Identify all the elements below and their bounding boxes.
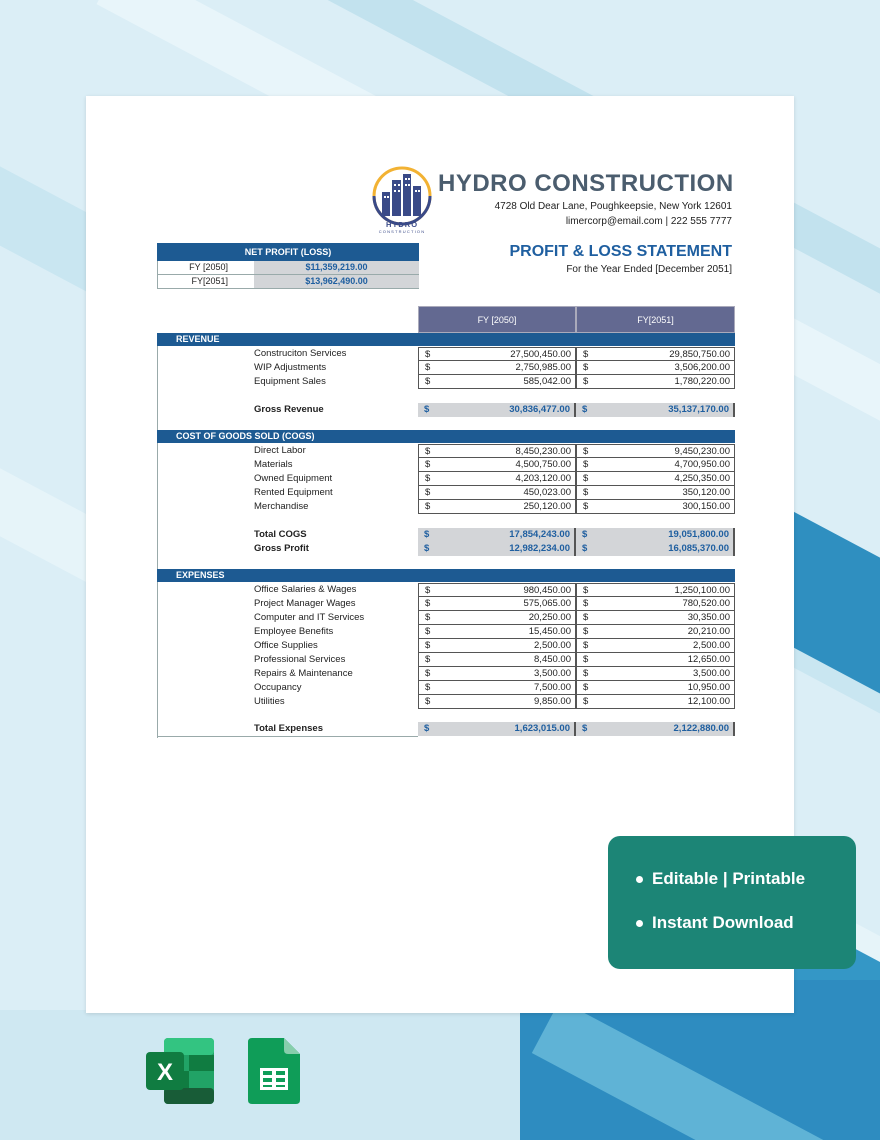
fy2-value: 350,120.00 bbox=[682, 487, 730, 498]
currency-symbol: $ bbox=[582, 723, 588, 734]
row-label: Total COGS bbox=[254, 529, 307, 540]
currency-symbol: $ bbox=[583, 446, 589, 457]
currency-symbol: $ bbox=[425, 487, 431, 498]
bullet-icon bbox=[636, 920, 643, 927]
table-row bbox=[157, 403, 735, 417]
currency-symbol: $ bbox=[583, 640, 589, 651]
currency-symbol: $ bbox=[582, 543, 588, 554]
table-row bbox=[157, 681, 735, 695]
fy1-cell bbox=[418, 403, 576, 417]
fy1-value: 9,850.00 bbox=[534, 696, 571, 707]
logo-subtext: CONSTRUCTION bbox=[378, 229, 426, 234]
table-row bbox=[157, 347, 735, 361]
currency-symbol: $ bbox=[582, 529, 588, 540]
company-address: 4728 Old Dear Lane, Poughkeepsie, New York 12601 bbox=[494, 201, 732, 212]
fy2-cell bbox=[576, 625, 735, 639]
table-row bbox=[157, 611, 735, 625]
currency-symbol: $ bbox=[425, 349, 431, 360]
logo-text: HYDRO bbox=[385, 220, 419, 229]
fy2-value: 12,650.00 bbox=[687, 654, 730, 665]
row-label: Professional Services bbox=[254, 654, 346, 665]
fy1-value: 575,065.00 bbox=[523, 598, 571, 609]
fy1-value: 12,982,234.00 bbox=[509, 543, 570, 554]
table-row bbox=[157, 458, 735, 472]
badge-item-download: Instant Download bbox=[636, 913, 794, 933]
fy2-value: 3,506,200.00 bbox=[674, 362, 730, 373]
net-profit-row bbox=[157, 275, 419, 289]
fy1-cell bbox=[418, 375, 576, 389]
currency-symbol: $ bbox=[583, 612, 589, 623]
row-label: Occupancy bbox=[254, 682, 302, 693]
fy2-value: 4,700,950.00 bbox=[674, 459, 730, 470]
currency-symbol: $ bbox=[425, 446, 431, 457]
fy1-cell bbox=[418, 667, 576, 681]
svg-text:X: X bbox=[156, 1059, 174, 1086]
row-label: Merchandise bbox=[254, 501, 309, 512]
net-profit-label: FY [2050] bbox=[189, 262, 228, 272]
currency-symbol: $ bbox=[425, 668, 431, 679]
currency-symbol: $ bbox=[583, 598, 589, 609]
fy1-cell bbox=[418, 597, 576, 611]
fy1-cell bbox=[418, 347, 576, 361]
fy2-value: 35,137,170.00 bbox=[668, 404, 729, 415]
fy2-value: 780,520.00 bbox=[682, 598, 730, 609]
currency-symbol: $ bbox=[583, 501, 589, 512]
table-row bbox=[157, 472, 735, 486]
fy1-cell bbox=[418, 695, 576, 709]
row-label: Materials bbox=[254, 459, 293, 470]
row-label: WIP Adjustments bbox=[254, 362, 327, 373]
table-row bbox=[157, 500, 735, 514]
currency-symbol: $ bbox=[583, 668, 589, 679]
fy2-value: 1,780,220.00 bbox=[674, 376, 730, 387]
fy2-cell bbox=[576, 500, 735, 514]
fy2-value: 9,450,230.00 bbox=[674, 446, 730, 457]
fy2-value: 1,250,100.00 bbox=[674, 585, 730, 596]
fy1-cell bbox=[418, 361, 576, 375]
table-row bbox=[157, 528, 735, 542]
fy1-cell bbox=[418, 458, 576, 472]
fy1-value: 4,203,120.00 bbox=[515, 473, 571, 484]
currency-symbol: $ bbox=[424, 723, 430, 734]
fy2-value: 12,100.00 bbox=[687, 696, 730, 707]
table-row bbox=[157, 444, 735, 458]
fy1-value: 30,836,477.00 bbox=[509, 404, 570, 415]
fy2-cell bbox=[576, 361, 735, 375]
fy2-cell bbox=[576, 458, 735, 472]
fy1-value: 15,450.00 bbox=[528, 626, 571, 637]
fy1-value: 2,500.00 bbox=[534, 640, 571, 651]
net-profit-label: FY[2051] bbox=[191, 276, 228, 286]
column-header-fy2: FY[2051] bbox=[576, 306, 735, 333]
fy1-cell bbox=[418, 583, 576, 597]
fy2-value: 2,122,880.00 bbox=[673, 723, 729, 734]
row-label: Computer and IT Services bbox=[254, 612, 365, 623]
fy2-value: 4,250,350.00 bbox=[674, 473, 730, 484]
fy1-value: 7,500.00 bbox=[534, 682, 571, 693]
table-row bbox=[157, 542, 735, 556]
fy1-value: 20,250.00 bbox=[528, 612, 571, 623]
fy1-value: 1,623,015.00 bbox=[514, 723, 570, 734]
row-label: Construciton Services bbox=[254, 348, 347, 359]
statement-subtitle: For the Year Ended [December 2051] bbox=[566, 264, 732, 275]
fy1-cell bbox=[418, 528, 576, 542]
row-label: Gross Profit bbox=[254, 543, 309, 554]
currency-symbol: $ bbox=[425, 696, 431, 707]
row-label: Office Salaries & Wages bbox=[254, 584, 357, 595]
fy2-cell bbox=[576, 583, 735, 597]
table-row bbox=[157, 597, 735, 611]
currency-symbol: $ bbox=[583, 626, 589, 637]
fy2-value: 30,350.00 bbox=[687, 612, 730, 623]
currency-symbol: $ bbox=[583, 585, 589, 596]
fy1-value: 27,500,450.00 bbox=[510, 349, 571, 360]
currency-symbol: $ bbox=[583, 487, 589, 498]
table-row bbox=[157, 625, 735, 639]
bullet-icon bbox=[636, 876, 643, 883]
currency-symbol: $ bbox=[583, 362, 589, 373]
currency-symbol: $ bbox=[424, 543, 430, 554]
fy2-cell bbox=[576, 528, 735, 542]
table-row bbox=[157, 722, 735, 736]
company-name: HYDRO CONSTRUCTION bbox=[438, 170, 734, 197]
table-row bbox=[157, 583, 735, 597]
fy1-value: 8,450.00 bbox=[534, 654, 571, 665]
fy2-value: 2,500.00 bbox=[693, 640, 730, 651]
currency-symbol: $ bbox=[425, 612, 431, 623]
fy1-cell bbox=[418, 444, 576, 458]
row-label: Rented Equipment bbox=[254, 487, 333, 498]
fy2-value: 29,850,750.00 bbox=[669, 349, 730, 360]
fy1-value: 450,023.00 bbox=[523, 487, 571, 498]
fy2-cell bbox=[576, 653, 735, 667]
net-profit-row bbox=[157, 261, 419, 275]
fy2-cell bbox=[576, 597, 735, 611]
row-label: Direct Labor bbox=[254, 445, 306, 456]
fy2-cell bbox=[576, 486, 735, 500]
fy2-cell bbox=[576, 722, 735, 736]
table-row bbox=[157, 486, 735, 500]
fy1-value: 2,750,985.00 bbox=[515, 362, 571, 373]
row-label: Gross Revenue bbox=[254, 404, 324, 415]
fy2-value: 300,150.00 bbox=[682, 501, 730, 512]
row-label: Project Manager Wages bbox=[254, 598, 356, 609]
fy1-cell bbox=[418, 681, 576, 695]
currency-symbol: $ bbox=[583, 654, 589, 665]
fy1-cell bbox=[418, 722, 576, 736]
fy2-cell bbox=[576, 472, 735, 486]
section-header-expenses: EXPENSES bbox=[157, 569, 735, 582]
fy2-cell bbox=[576, 542, 735, 556]
net-profit-table bbox=[157, 243, 419, 289]
row-label: Equipment Sales bbox=[254, 376, 326, 387]
currency-symbol: $ bbox=[425, 376, 431, 387]
fy2-value: 10,950.00 bbox=[687, 682, 730, 693]
currency-symbol: $ bbox=[582, 404, 588, 415]
fy2-cell bbox=[576, 667, 735, 681]
fy2-cell bbox=[576, 375, 735, 389]
row-label: Employee Benefits bbox=[254, 626, 334, 637]
fy1-cell bbox=[418, 611, 576, 625]
fy1-value: 980,450.00 bbox=[523, 585, 571, 596]
currency-symbol: $ bbox=[425, 682, 431, 693]
statement-title: PROFIT & LOSS STATEMENT bbox=[509, 243, 732, 260]
row-label: Owned Equipment bbox=[254, 473, 333, 484]
currency-symbol: $ bbox=[425, 585, 431, 596]
fy1-cell bbox=[418, 472, 576, 486]
currency-symbol: $ bbox=[425, 473, 431, 484]
table-bottom-border bbox=[157, 736, 418, 737]
fy2-cell bbox=[576, 695, 735, 709]
fy1-value: 8,450,230.00 bbox=[515, 446, 571, 457]
currency-symbol: $ bbox=[425, 362, 431, 373]
currency-symbol: $ bbox=[424, 404, 430, 415]
currency-symbol: $ bbox=[425, 640, 431, 651]
currency-symbol: $ bbox=[583, 696, 589, 707]
fy2-value: 16,085,370.00 bbox=[668, 543, 729, 554]
feature-badge bbox=[608, 836, 856, 969]
fy2-value: 3,500.00 bbox=[693, 668, 730, 679]
table-row bbox=[157, 639, 735, 653]
section-header-cogs: COST OF GOODS SOLD (COGS) bbox=[157, 430, 735, 443]
fy1-value: 17,854,243.00 bbox=[509, 529, 570, 540]
fy2-value: 19,051,800.00 bbox=[668, 529, 729, 540]
fy1-value: 585,042.00 bbox=[523, 376, 571, 387]
currency-symbol: $ bbox=[425, 654, 431, 665]
fy1-cell bbox=[418, 500, 576, 514]
fy1-value: 3,500.00 bbox=[534, 668, 571, 679]
excel-icon[interactable] bbox=[146, 1038, 216, 1104]
currency-symbol: $ bbox=[583, 459, 589, 470]
fy2-value: 20,210.00 bbox=[687, 626, 730, 637]
column-header-fy1: FY [2050] bbox=[418, 306, 576, 333]
fy2-cell bbox=[576, 639, 735, 653]
google-sheets-icon[interactable] bbox=[248, 1038, 300, 1104]
currency-symbol: $ bbox=[425, 459, 431, 470]
table-row bbox=[157, 653, 735, 667]
currency-symbol: $ bbox=[583, 376, 589, 387]
currency-symbol: $ bbox=[425, 501, 431, 512]
badge-item-editable: Editable | Printable bbox=[636, 869, 805, 889]
fy1-cell bbox=[418, 625, 576, 639]
fy1-cell bbox=[418, 542, 576, 556]
fy1-value: 4,500,750.00 bbox=[515, 459, 571, 470]
row-label: Total Expenses bbox=[254, 723, 323, 734]
currency-symbol: $ bbox=[583, 682, 589, 693]
net-profit-header: NET PROFIT (LOSS) bbox=[157, 243, 419, 261]
fy2-cell bbox=[576, 681, 735, 695]
row-label: Repairs & Maintenance bbox=[254, 668, 353, 679]
table-row bbox=[157, 695, 735, 709]
currency-symbol: $ bbox=[425, 626, 431, 637]
section-header-revenue: REVENUE bbox=[157, 333, 735, 346]
currency-symbol: $ bbox=[583, 473, 589, 484]
table-row bbox=[157, 375, 735, 389]
row-label: Office Supplies bbox=[254, 640, 318, 651]
currency-symbol: $ bbox=[583, 349, 589, 360]
fy2-cell bbox=[576, 444, 735, 458]
net-profit-value: $11,359,219.00 bbox=[254, 261, 419, 274]
fy2-cell bbox=[576, 347, 735, 361]
fy1-cell bbox=[418, 639, 576, 653]
company-contact: limercorp@email.com | 222 555 7777 bbox=[565, 216, 732, 227]
fy2-cell bbox=[576, 403, 735, 417]
fy2-cell bbox=[576, 611, 735, 625]
net-profit-value: $13,962,490.00 bbox=[254, 275, 419, 288]
currency-symbol: $ bbox=[424, 529, 430, 540]
row-label: Utilities bbox=[254, 696, 285, 707]
table-row bbox=[157, 361, 735, 375]
fy1-cell bbox=[418, 653, 576, 667]
fy1-cell bbox=[418, 486, 576, 500]
currency-symbol: $ bbox=[425, 598, 431, 609]
fy1-value: 250,120.00 bbox=[523, 501, 571, 512]
table-row bbox=[157, 667, 735, 681]
